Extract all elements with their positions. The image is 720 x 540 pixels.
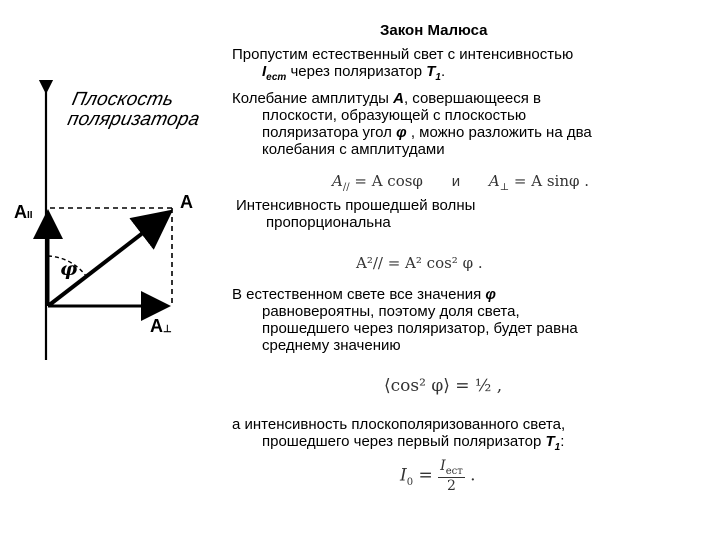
p4-line2: равновероятны, поэтому доля света, <box>262 303 520 320</box>
p4-line3: прошедшего через поляризатор, будет равна <box>262 320 578 337</box>
formula-intensity: A²// = A² cos² φ . <box>356 254 483 272</box>
p1-line1: Пропустим естественный свет с интенсивностью <box>232 46 574 63</box>
a-parallel-sub: II <box>27 210 33 221</box>
paragraph-5 <box>232 416 565 456</box>
f4-end: . <box>464 465 476 486</box>
a-symbol: A <box>393 90 404 107</box>
p2-line3a: поляризатора угол <box>262 124 397 141</box>
p5-line1: а интенсивность плоскополяризованного света, <box>232 416 566 433</box>
f4-eq: = <box>413 465 439 486</box>
p2-line4: колебания с амплитудами <box>262 141 445 158</box>
f4-lhs: I <box>400 465 407 486</box>
p5-line2a: прошедшего через первый поляризатор <box>262 433 546 450</box>
f4-num: I <box>440 458 446 474</box>
f1-right-sub: ⊥ <box>499 182 510 193</box>
a-perp-letter: A <box>150 316 163 336</box>
p2-line1b: , совершающееся в <box>403 90 542 107</box>
angle-phi-label: φ <box>60 258 78 280</box>
vector-a-label: A <box>180 192 193 212</box>
p3-line1: Интенсивность прошедшей волны <box>236 197 476 214</box>
f4-numerator <box>438 458 465 478</box>
p1-line2 <box>232 63 573 86</box>
plane-label-line1: Плоскость <box>70 89 176 110</box>
f1-right-rhs: = A sinφ . <box>509 172 590 190</box>
p4-line4: среднему значению <box>262 337 401 354</box>
p4-line1a: В естественном свете все значения <box>232 286 486 303</box>
f4-num-sub: ест <box>445 465 463 477</box>
i-sub: ест <box>266 72 287 83</box>
p1-end: . <box>440 63 446 80</box>
p5-line2 <box>232 433 565 456</box>
formula-i0 <box>400 458 476 494</box>
formula-average: ⟨cos² φ⟩ = ½ , <box>384 376 503 396</box>
paragraph-3 <box>236 197 475 231</box>
t-sub: 1 <box>435 72 441 83</box>
p2-line1a: Колебание амплитуды <box>232 90 394 107</box>
p5-t-sub: 1 <box>554 442 561 453</box>
f4-denominator: 2 <box>446 477 456 494</box>
paragraph-2 <box>232 90 592 158</box>
a-parallel-letter: A <box>14 202 27 222</box>
p4-phi: φ <box>485 286 496 303</box>
phi-symbol: φ <box>396 124 407 141</box>
f1-left: A <box>332 172 343 190</box>
plane-label <box>66 90 206 130</box>
page-title: Закон Малюса <box>380 22 488 39</box>
f1-and: и <box>451 173 461 190</box>
malus-diagram <box>0 80 230 380</box>
p2-line3 <box>232 124 592 141</box>
p2-line3b: , можно разложить на два <box>406 124 592 141</box>
p3-line2: пропорциональна <box>266 214 391 231</box>
f4-lhs-sub: 0 <box>406 476 414 488</box>
f4-fraction <box>438 458 465 494</box>
i-symbol: I <box>262 63 267 80</box>
plane-label-line2: поляризатора <box>65 109 202 130</box>
paragraph-4 <box>232 286 578 354</box>
formula-amplitudes <box>332 172 589 193</box>
f1-left-rhs: = A cosφ <box>349 172 423 190</box>
f1-right: A <box>488 172 500 190</box>
a-perp-label <box>150 316 172 337</box>
paragraph-1 <box>232 46 573 86</box>
t-symbol: T <box>426 63 436 80</box>
p5-t-symbol: T <box>545 433 555 450</box>
p2-line2: плоскости, образующей с плоскостью <box>262 107 527 124</box>
p1-line2-rest: через поляризатор <box>286 63 427 80</box>
a-parallel-label <box>14 202 33 223</box>
p5-end: : <box>560 433 565 450</box>
f1-left-sub: // <box>342 182 350 193</box>
a-perp-sub: ⊥ <box>163 324 172 335</box>
